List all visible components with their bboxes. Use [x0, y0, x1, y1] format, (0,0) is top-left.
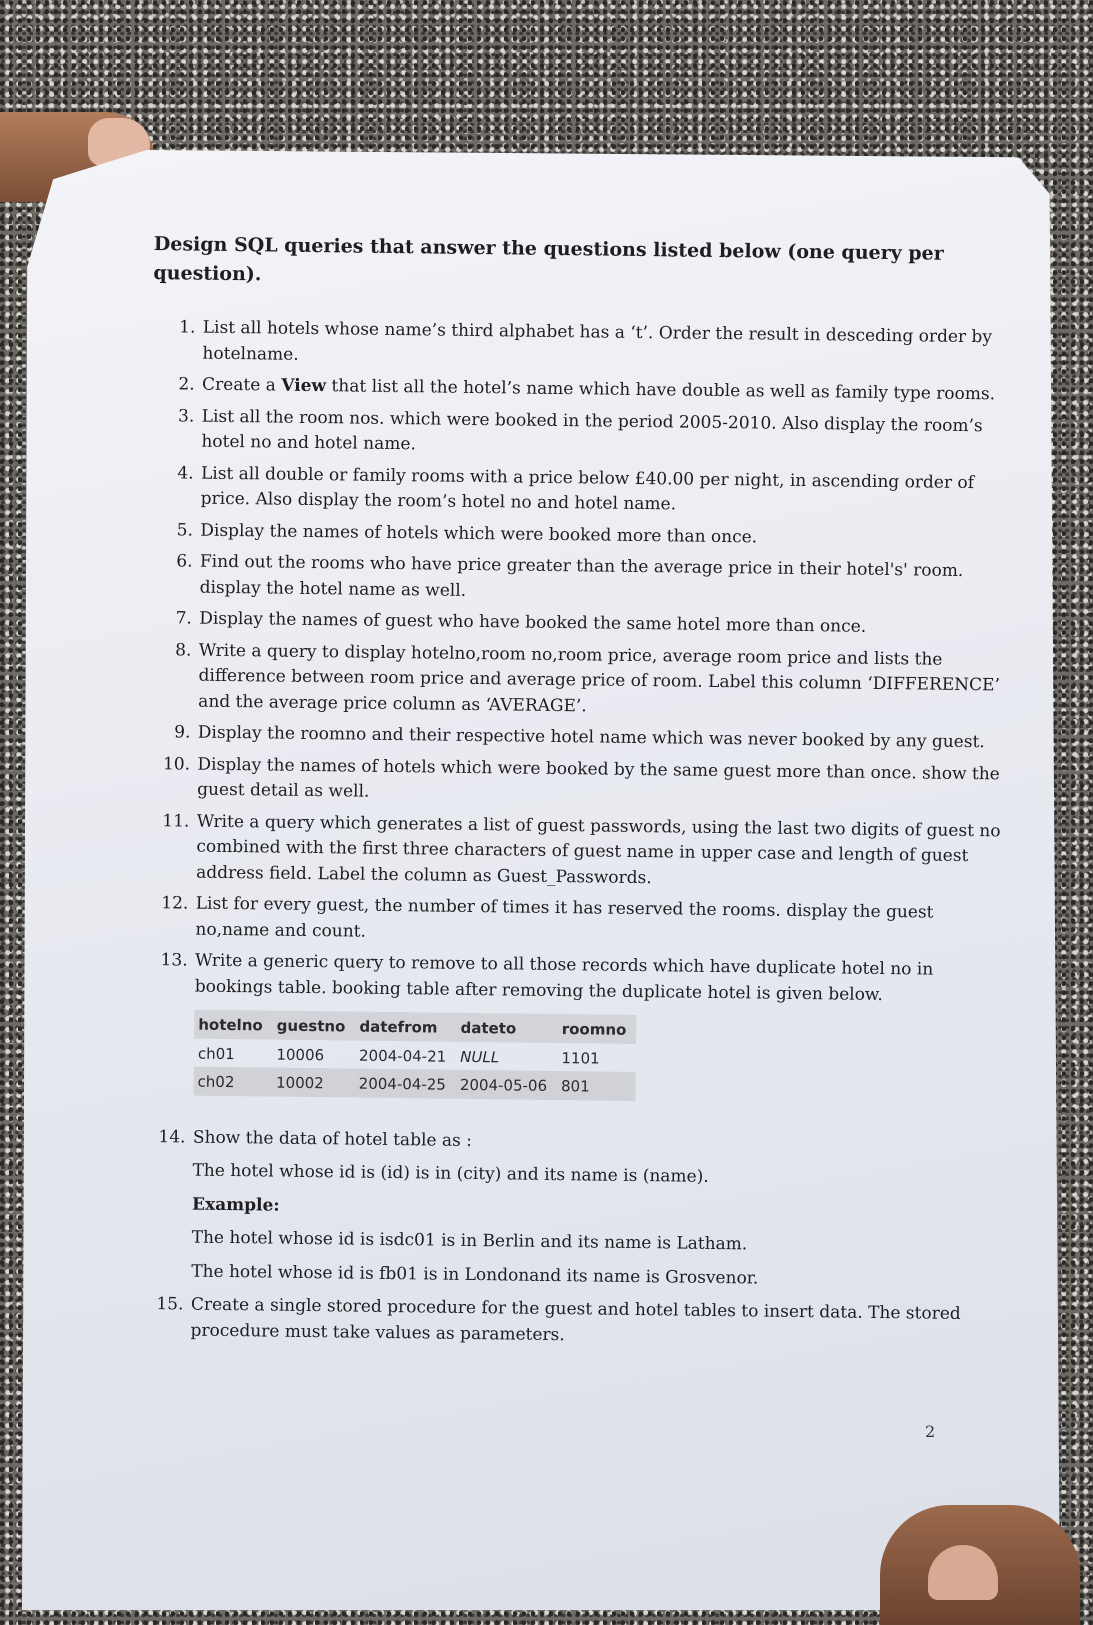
question-text: 10. Display the names of hotels which were booked by the same guest more than once. show the guest detail as well.: [197, 754, 1000, 802]
question-text: 4. List all double or family rooms with a price below £40.00 per night, in ascending order of price. Also display the room’s hotel no and hotel name.: [200, 463, 975, 515]
example-line: The hotel whose id is isdc01 is in Berlin and its name is Latham.: [191, 1227, 748, 1255]
table-cell: 10002: [272, 1068, 355, 1098]
question-item: [196, 721, 1014, 756]
question-item: [188, 1293, 1007, 1354]
question-item: [193, 892, 1012, 953]
question-text: 11. Write a query which generates a list of guest passwords, using the last two digits of guest no combined with the first three characters of guest name in upper case and length of guest address field. Label the column as Guest_Passwords.: [196, 811, 1001, 888]
question-item: [196, 638, 1015, 724]
view-keyword: View: [281, 375, 327, 397]
question-list: [136, 315, 1018, 1354]
column-header: datefrom: [355, 1012, 457, 1042]
question-text: 14. Show the data of hotel table as :: [192, 1127, 473, 1151]
question-text: 2. Create a View that list all the hotel’s name which have double as well as family type rooms.: [201, 374, 996, 405]
column-header: dateto: [456, 1013, 558, 1043]
question-text: 7. Display the names of guest who have booked the same hotel more than once.: [199, 608, 867, 637]
table-cell: 10006: [276, 1045, 325, 1064]
question-item: [197, 550, 1016, 611]
question-item: [189, 1125, 1009, 1294]
question-item: [199, 461, 1018, 522]
question-item: [200, 316, 1019, 377]
question-item: [198, 518, 1016, 553]
hotel-format-block: [191, 1159, 1008, 1295]
question-item: [194, 809, 1013, 895]
question-text: 5. Display the names of hotels which were booked more than once.: [200, 520, 758, 547]
table-cell: NULL: [460, 1047, 500, 1066]
question-text: 8. Write a query to display hotelno,room no,room price, average room price and lists the difference between room price and average price of room. Label this column ‘DIFFERENCE’ and the average price column as ‘AVERAGE’.: [198, 640, 1001, 716]
page-heading: Design SQL queries that answer the questions listed below (one query per question).: [153, 233, 944, 285]
question-text: 12. List for every guest, the number of times it has reserved the rooms. display the guest no,name and count.: [195, 893, 934, 942]
table-row: [193, 1067, 635, 1101]
column-header: guestno: [273, 1011, 356, 1041]
table-cell: ch02: [193, 1067, 272, 1096]
question-item: [195, 752, 1014, 813]
column-header: roomno: [558, 1014, 637, 1043]
example-line: The hotel whose id is fb01 is in Londonand its name is Grosvenor.: [191, 1261, 759, 1289]
question-text: 1. List all hotels whose name’s third alphabet has a ‘t’. Order the result in desceding order by hotelname.: [202, 317, 993, 365]
question-item: [199, 404, 1018, 465]
question-item: [191, 949, 1011, 1105]
page-number: 2: [925, 1422, 936, 1441]
column-header: hotelno: [194, 1010, 273, 1039]
table-cell: 801: [557, 1071, 636, 1100]
table-cell: ch01: [197, 1044, 235, 1063]
question-text: 9. Display the roomno and their respective hotel name which was never booked by any guest.: [197, 722, 985, 753]
table-cell: 1101: [561, 1048, 600, 1068]
question-text: 3. List all the room nos. which were booked in the period 2005-2010. Also display the room’s hotel no and hotel name.: [201, 406, 983, 455]
table-cell: 2004-04-25: [355, 1069, 457, 1099]
question-item: [197, 607, 1015, 642]
table-cell: 2004-04-21: [358, 1046, 447, 1066]
table-cell: 2004-05-06: [456, 1070, 558, 1100]
question-text: 15. Create a single stored procedure for the guest and hotel tables to insert data. The stored procedure must take values as parameters.: [190, 1294, 961, 1345]
question-text: 6. Find out the rooms who have price greater than the average price in their hotel's' room. display the hotel name as well.: [199, 551, 964, 601]
document-content: [136, 230, 1020, 1360]
format-template: The hotel whose id is (id) is in (city) and its name is (name).: [192, 1160, 709, 1187]
question-item: [200, 373, 1018, 408]
example-label: Example:: [191, 1194, 280, 1216]
question-text: 13. Write a generic query to remove to all those records which have duplicate hotel no in bookings table. booking table after removing the duplicate hotel is given below.: [194, 950, 934, 1005]
booking-table: [193, 1010, 636, 1101]
